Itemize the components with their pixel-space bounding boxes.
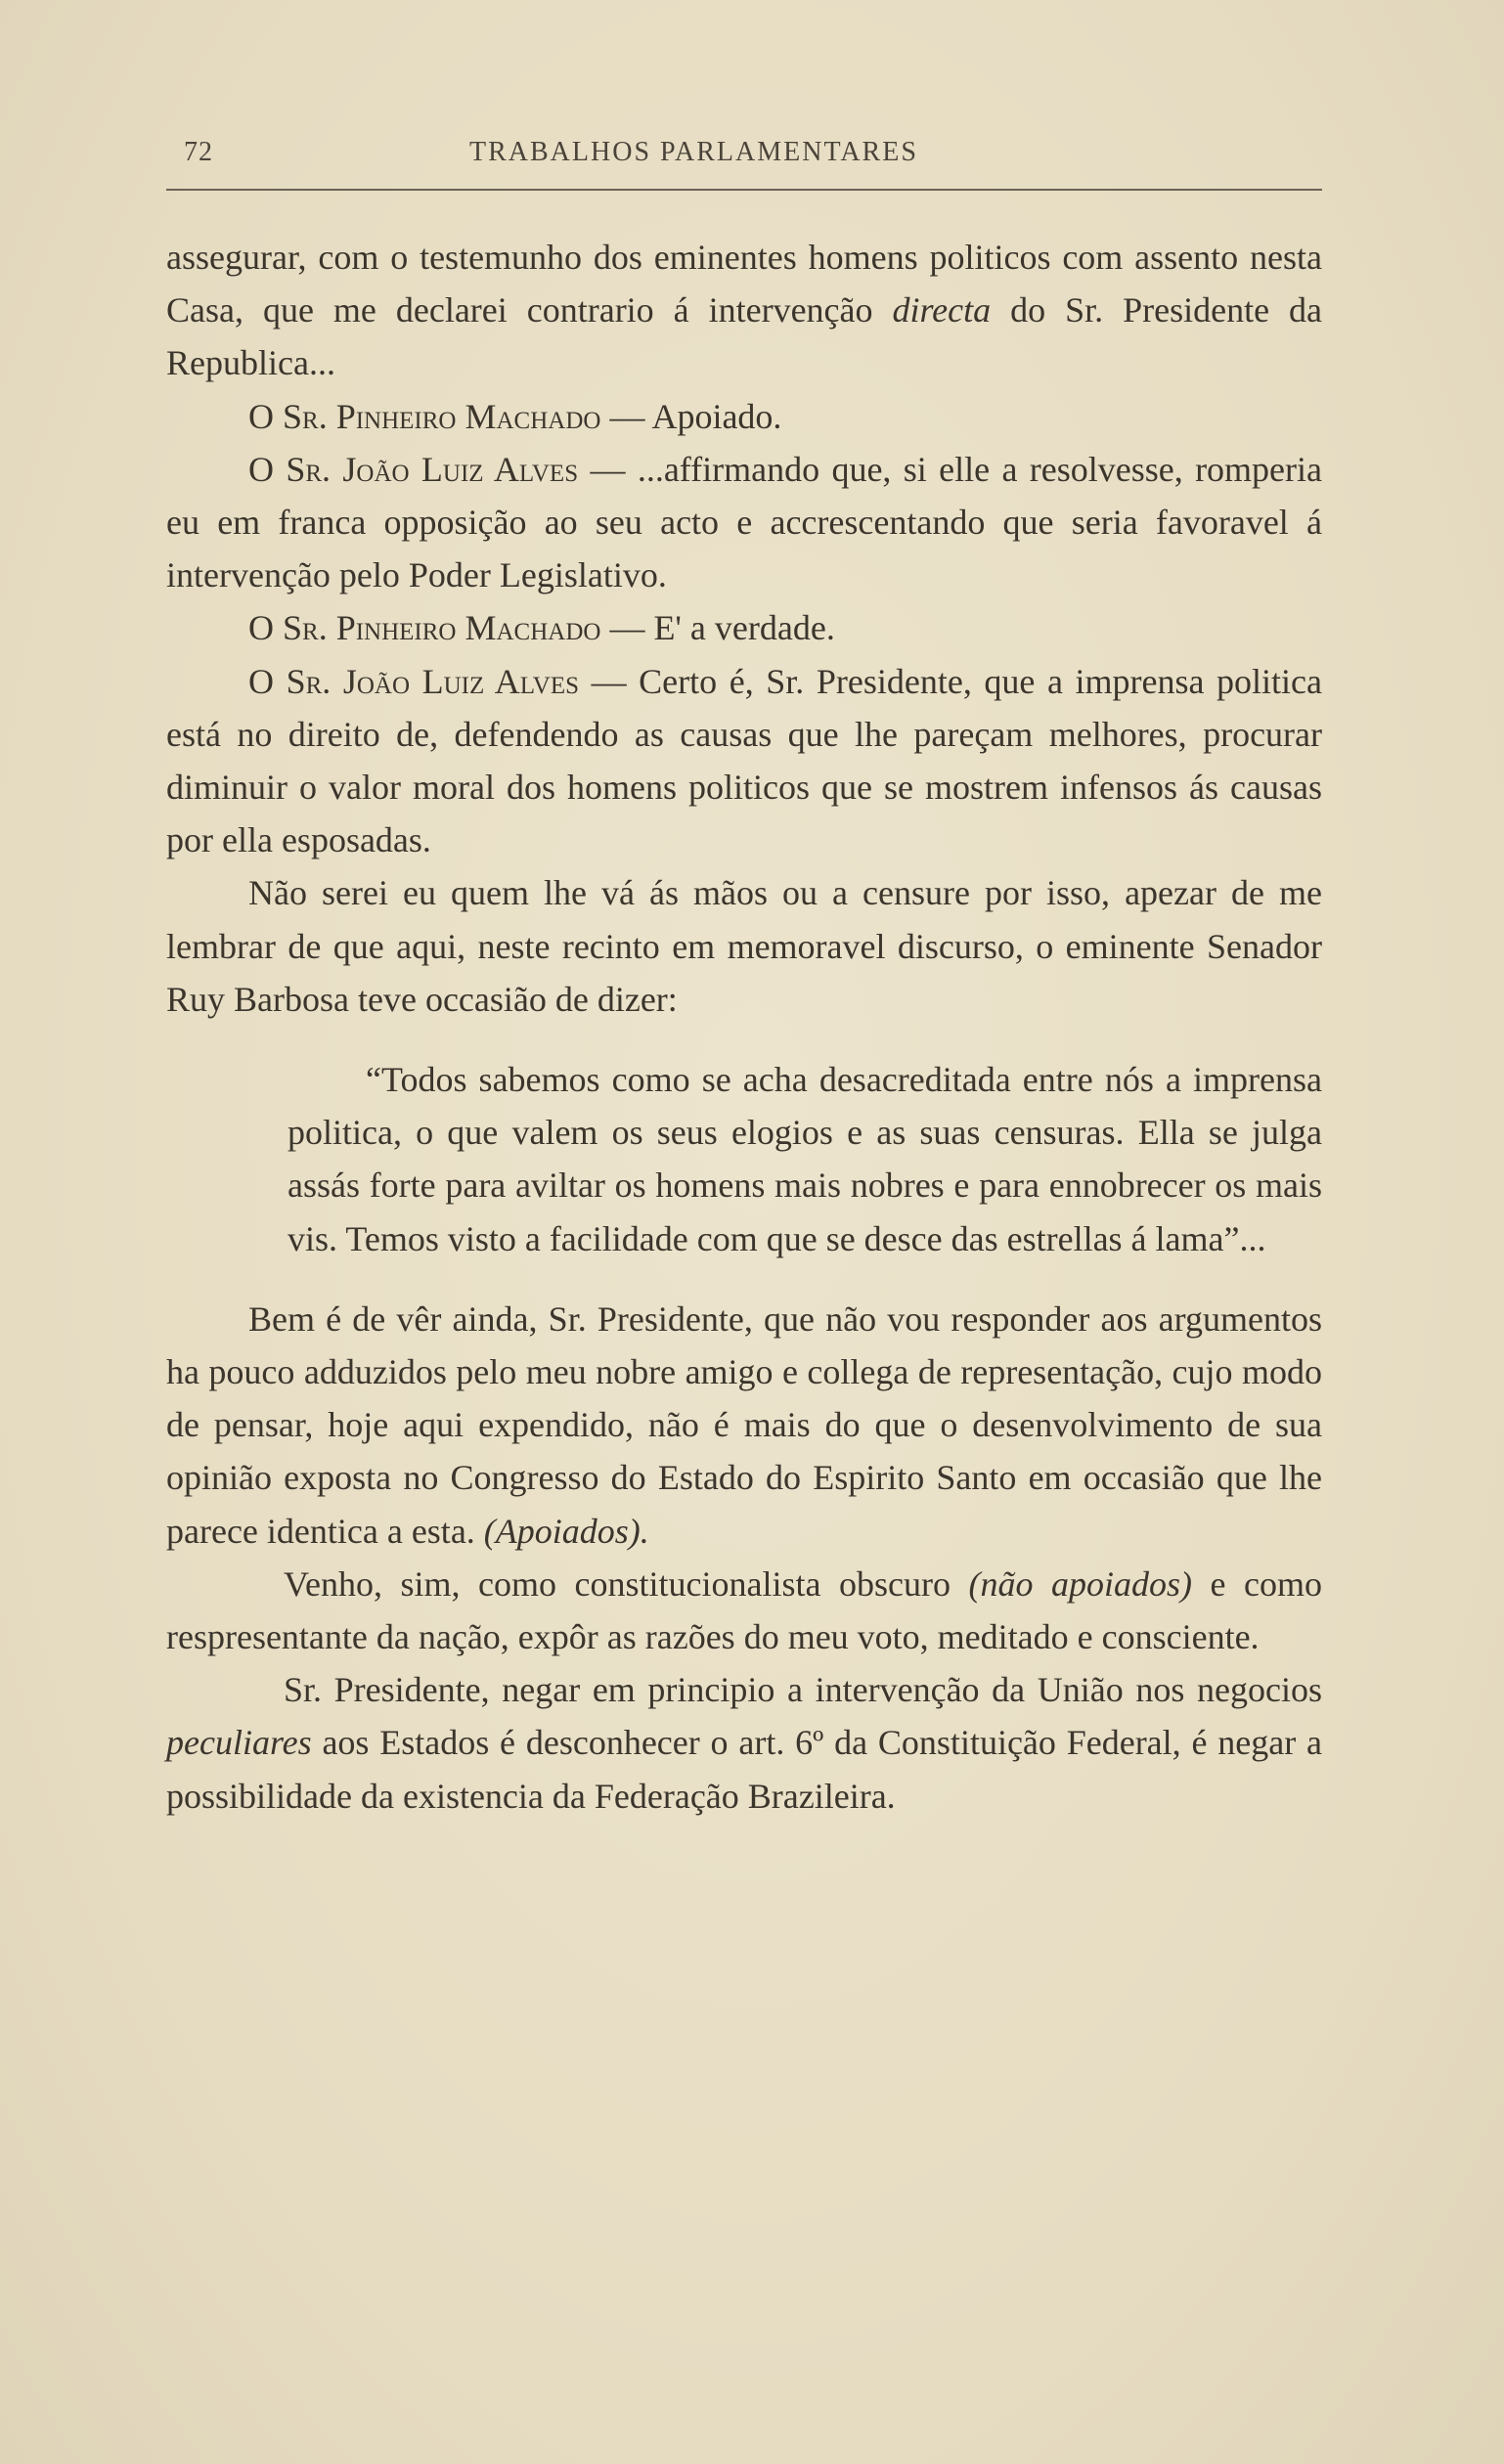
paragraph-3: O Sr. João Luiz Alves — ...affirmando que, si elle a resolvesse, romperia eu em franca opposição ao seu acto e accrescentando que seria favoravel á intervenção pelo Poder Legislativo. <box>166 449 1323 595</box>
page-header <box>166 137 1322 176</box>
page-number: 72 <box>184 137 213 167</box>
paragraph-5: O Sr. João Luiz Alves — Certo é, Sr. Presidente, que a imprensa politica está no direito de, defendendo as causas que lhe pareçam melhores, procurar diminuir o valor moral dos homens politicos que se mostrem infensos ás causas por ella esposadas. <box>166 661 1322 860</box>
speaker-name: O Sr. Pinheiro Machado <box>248 396 601 436</box>
paragraph-2: O Sr. Pinheiro Machado — Apoiado. <box>248 396 782 436</box>
paragraph-7: Bem é de vêr ainda, Sr. Presidente, que não vou responder aos argumentos ha pouco adduzidos pelo meu nobre amigo e collega de representação, cujo modo de pensar, hoje aqui expendido, não é mais do que o desenvolvimento de sua opinião exposta no Congresso do Estado do Espirito Santo em occasião que lhe parece identica a esta. (Apoiados). <box>166 1298 1322 1551</box>
paragraph-1: assegurar, com o testemunho dos eminentes homens politicos com assento nesta Casa, que me declarei contrario á intervenção directa do Sr. Presidente da Republica... <box>166 238 1323 383</box>
emphasis-apoiados: (Apoiados). <box>483 1511 649 1551</box>
header-rule <box>166 189 1322 191</box>
paragraph-9: Sr. Presidente, negar em principio a intervenção da União nos negocios peculiares aos Estados é desconhecer o art. 6º da Constituição Federal, é negar a possibilidade da existencia da Federação Brazileira. <box>166 1670 1323 1816</box>
running-title: TRABALHOS PARLAMENTARES <box>469 137 918 167</box>
paragraph-4: O Sr. Pinheiro Machado — E' a verdade. <box>248 608 835 648</box>
block-quote: “Todos sabemos como se acha desacreditada entre nós a imprensa politica, o que valem os seus elogios e as suas censuras. Ella se julga assás forte para aviltar os homens mais nobres e para ennobrecer os mais vis. Temos visto a facilidade com que se desce das estrellas á lama”... <box>288 1060 1322 1258</box>
speaker-name: O Sr. João Luiz Alves <box>248 661 580 701</box>
emphasis-nao-apoiados: (não apoiados) <box>968 1563 1192 1604</box>
emphasis-directa: directa <box>892 290 992 330</box>
paragraph-6: Não serei eu quem lhe vá ás mãos ou a censure por isso, apezar de me lembrar de que aqui, neste recinto em memoravel discurso, o eminente Senador Ruy Barbosa teve occasião de dizer: <box>166 873 1322 1019</box>
speaker-name: O Sr. João Luiz Alves <box>248 449 579 489</box>
paragraph-8: Venho, sim, como constitucionalista obscuro (não apoiados) e como respresentante da nação, expôr as razões do meu voto, meditado e consciente. <box>166 1563 1322 1657</box>
body-text <box>166 231 1322 1823</box>
speaker-name: O Sr. Pinheiro Machado <box>248 608 601 648</box>
emphasis-peculiares: peculiares <box>166 1723 312 1763</box>
